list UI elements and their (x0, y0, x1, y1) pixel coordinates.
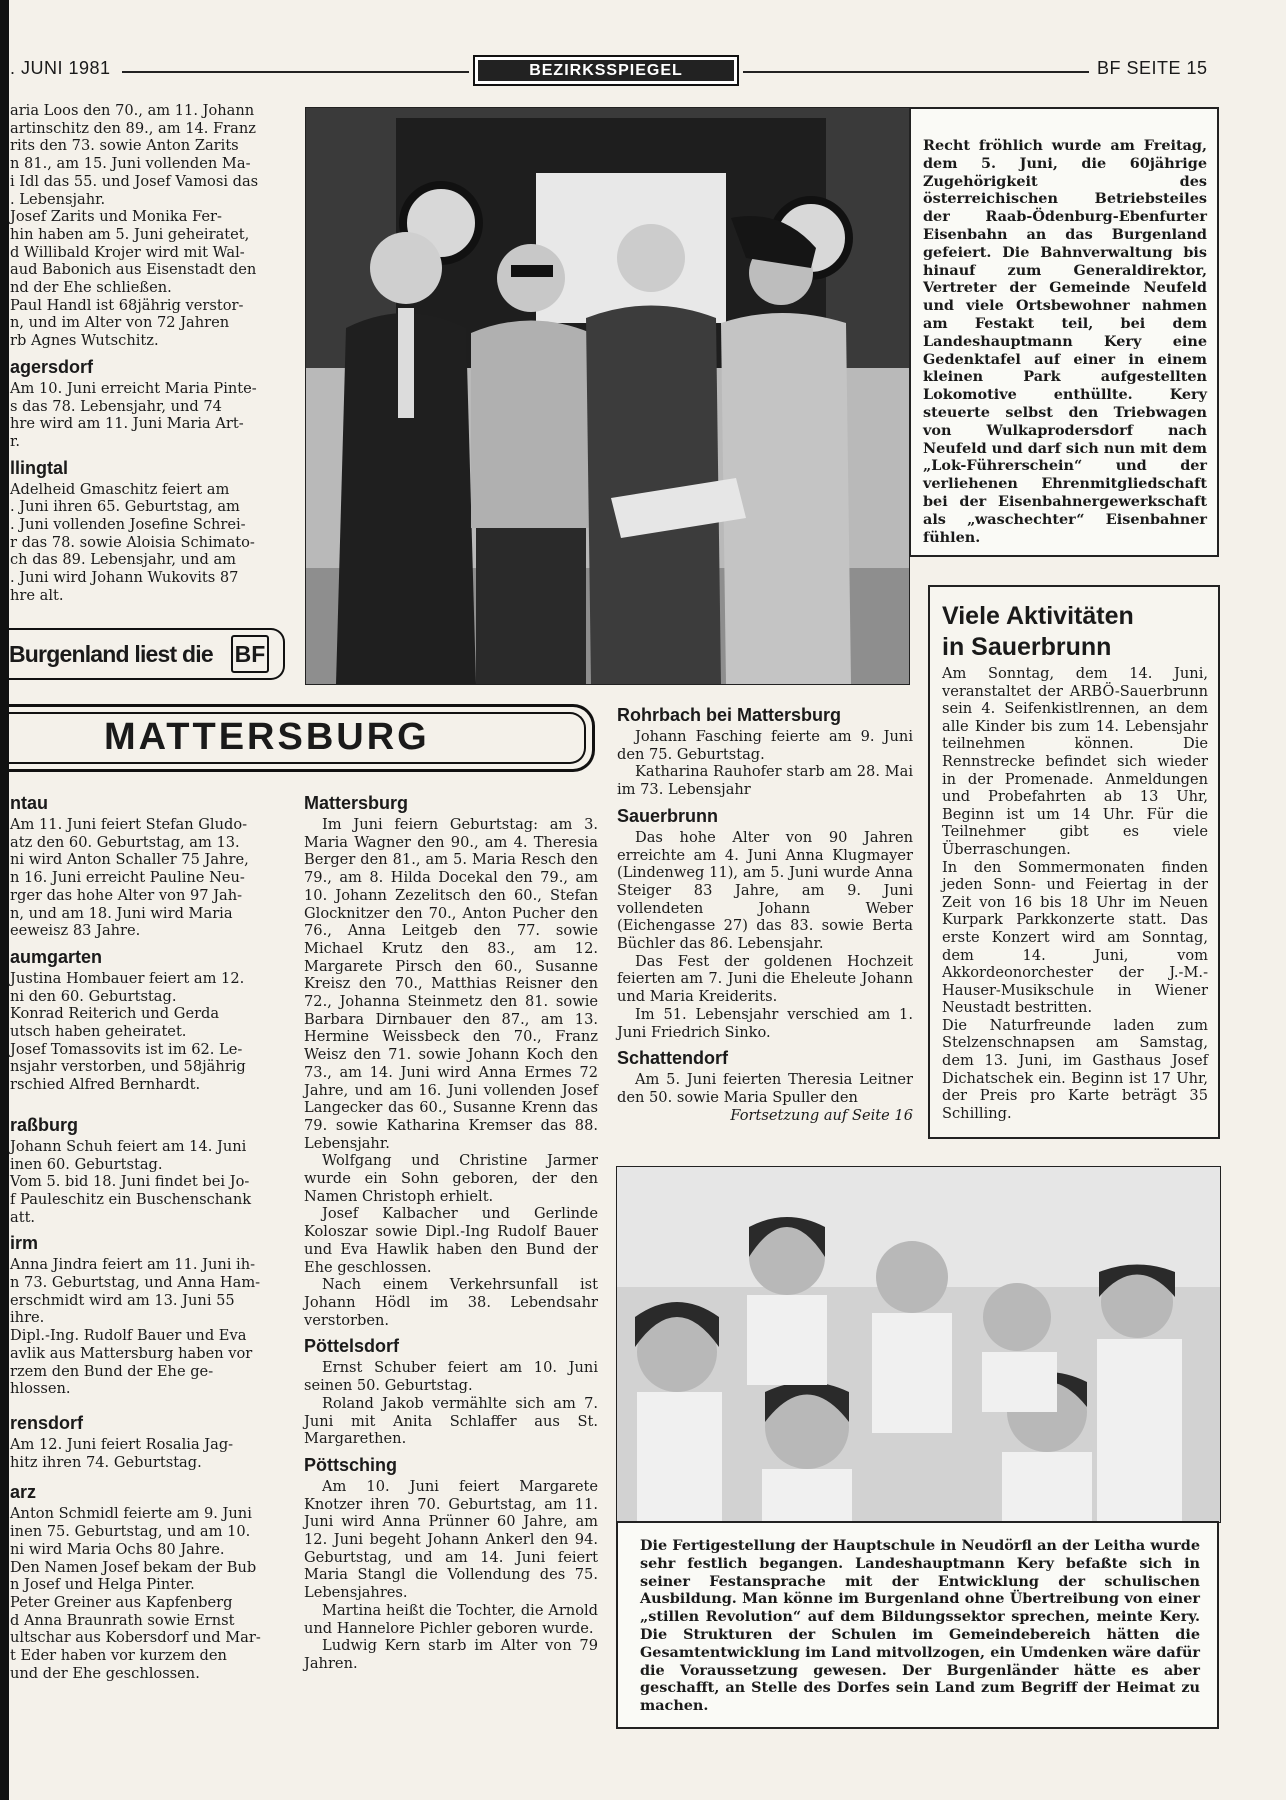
location-heading: Mattersburg (304, 793, 409, 813)
paragraph: Roland Jakob vermählte sich am 7. Juni mit Anita Schlaffer aus St. Margarethen. (304, 1394, 598, 1448)
locomotive-ceremony-photo (305, 107, 910, 685)
continuation-note: Fortsetzung auf Seite 16 (730, 1106, 913, 1124)
text-line: att. (10, 1208, 36, 1226)
text-line: Dipl.-Ing. Rudolf Bauer und Eva (10, 1327, 247, 1345)
paragraph: Nach einem Verkehrsunfall ist Johann Hödl im 38. Lebendsahr verstorben. (304, 1276, 598, 1329)
text-line: rb Agnes Wutschitz. (10, 332, 159, 350)
paragraph: Am 5. Juni feierten Theresia Leitner den 50. sowie Maria Spuller den (617, 1071, 913, 1106)
location-heading: Schattendorf (617, 1048, 729, 1069)
text-line: und der Ehe geschlossen. (10, 1664, 200, 1682)
text-line: t Eder haben vor kurzem den (10, 1647, 227, 1665)
column-3 (617, 698, 913, 1124)
paragraph: Katharina Rauhofer starb am 28. Mai im 73. Lebensjahr (617, 763, 913, 799)
box-title-line: in Sauerbrunn (942, 633, 1112, 661)
location-heading: Sauerbrunn (617, 805, 719, 826)
text-line: atz den 60. Geburtstag, am 13. (10, 833, 240, 851)
text-line: ihre. (10, 1309, 45, 1327)
paragraph: Ludwig Kern starb im Alter von 79 Jahren. (304, 1637, 598, 1672)
text-line: Konrad Reiterich und Gerda (10, 1005, 220, 1023)
text-line: ni den 60. Geburtstag. (10, 987, 177, 1005)
text-line: r das 78. sowie Aloisia Schimato- (10, 533, 255, 551)
text-line: n 16. Juni erreicht Pauline Neu- (10, 869, 245, 887)
text-line: n, und im Alter von 72 Jahren (10, 314, 230, 332)
text-line: Vom 5. bid 18. Juni findet bei Jo- (10, 1173, 250, 1191)
location-heading: aumgarten (10, 946, 103, 967)
paragraph: Johann Fasching feierte am 9. Juni den 75. Geburtstag. (617, 728, 913, 763)
text-line: Anton Schmidl feierte am 9. Juni (10, 1505, 252, 1523)
paragraph: Die Naturfreunde laden zum Stelzenschnapsen am Samstag, dem 13. Juni, im Gasthaus Josef Dichatschek ein. Beginn ist 17 Uhr, der Preis pro Karte beträgt 35 Schilling. (942, 1016, 1208, 1122)
district-title: MATTERSBURG (104, 716, 430, 758)
bf-logo: BF (231, 635, 269, 673)
page-number: BF SEITE 15 (1097, 58, 1208, 78)
text-line: Paul Handl ist 68jährig verstor- (10, 296, 244, 314)
text-line: artinschitz den 89., am 14. Franz (10, 119, 256, 137)
text-line: n 81., am 15. Juni vollenden Ma- (10, 155, 251, 173)
issue-date: . JUNI 1981 (10, 58, 111, 78)
text-line: rger das hohe Alter von 97 Jah- (10, 886, 243, 904)
paragraph: Das hohe Alter von 90 Jahren erreichte am 4. Juni Anna Klugmayer (Lindenweg 11), am 5. Juni wurde Anna Steiger 83 Jahre, am 9. Juni vollendeten Johann Weber (Eichengasse 27) das 83. sowie Berta Büchler das 86. Lebensjahr. (617, 828, 913, 953)
photo-caption-top (909, 107, 1219, 557)
sauerbrunn-box (928, 585, 1220, 1139)
text-line: Am 12. Juni feiert Rosalia Jag- (10, 1435, 234, 1453)
photo-illustration (306, 108, 909, 684)
text-line: inen 60. Geburtstag. (10, 1155, 163, 1173)
text-line: . Juni ihren 65. Geburtstag, am (10, 498, 240, 516)
paragraph: Josef Kalbacher und Gerlinde Koloszar sowie Dipl.-Ing Rudolf Bauer und Eva Hawlik haben den Bund der Ehe geschlossen. (304, 1205, 598, 1276)
text-line: utsch haben geheiratet. (10, 1023, 187, 1041)
location-heading: rensdorf (10, 1412, 84, 1433)
text-line: Am 10. Juni erreicht Maria Pinte- (10, 379, 257, 397)
caption-text: Die Fertigestellung der Hauptschule in Neudörfl an der Leitha wurde sehr festlich begangen. Landeshauptmann Kery befaßte sich in seiner Festansprache mit der Entwicklung der schulischen Ausbildung. Man könne im Burgenland ohne Übertreibung von einer „stillen Revolution“ auf dem Bildungssektor sprechen, meinte Kery. Die Strukturen der Schulen im Gemeindebereich hätten die Gesamtentwicklung im Land mitvollzogen, ein Umdenken wäre dafür die Voraussetzung gewesen. Der Burgenländer hätte es aber geschafft, an Stelle des Dorfes sein Land zum Begriff der Heimat zu machen. (640, 1537, 1200, 1715)
text-line: n Josef und Helga Pinter. (10, 1576, 195, 1594)
text-line: eeweisz 83 Jahre. (10, 922, 141, 940)
text-line: Anna Jindra feiert am 11. Juni ih- (10, 1256, 256, 1274)
section-title: BEZIRKSSPIEGEL (478, 60, 734, 81)
text-line: d Anna Braunrath sowie Ernst (10, 1611, 235, 1629)
text-line: ni wird Anton Schaller 75 Jahre, (10, 851, 249, 869)
location-heading: agersdorf (10, 356, 94, 377)
text-line: Josef Zarits und Monika Fer- (10, 208, 222, 226)
text-line: Am 11. Juni feiert Stefan Gludo- (10, 816, 248, 833)
location-heading: arz (10, 1482, 37, 1503)
box-title (942, 601, 1134, 663)
text-line: inen 75. Geburtstag, und am 10. (10, 1523, 251, 1541)
paragraph: Das Fest der goldenen Hochzeit feierten am 7. Juni die Eheleute Johann und Maria Kreiderits. (617, 952, 913, 1006)
text-line: i Idl das 55. und Josef Vamosi das (10, 172, 259, 190)
text-line: nd der Ehe schließen. (10, 279, 172, 297)
paragraph: Im Juni feiern Geburtstag: am 3. Maria Wagner den 90., am 4. Theresia Berger den 81., am 5. Maria Resch den 79., am 8. Hilda Docekal den 79., am 10. Johann Zezelitsch den 60., Stefan Glocknitzer den 70., Anton Pucher den 76., Anna Leitgeb den 77. sowie Michael Krutz den 83., am 12. Margarete Pirsch den 60., Susanne Kreisz den 70., Matthias Reisner den 72., Johanna Steinmetz den 81. sowie Barbara Dirnbauer den 87., am 13. Hermine Weissbeck den 70., Franz Weisz den 71. sowie Johann Koch den 73., am 14. Juni wird Anna Ermes 72 Jahre, und am 16. Juni vollenden Josef Langecker das 60., Susanne Krenn das 79. sowie Katharina Kremser das 88. Lebensjahr. (304, 816, 598, 1152)
district-banner (9, 704, 595, 772)
text-line: n, und am 18. Juni wird Maria (10, 904, 233, 922)
paragraph: In den Sommermonaten finden jeden Sonn- und Feiertag in der Zeit von 16 bis 18 Uhr im Neuen Kurpark Parkkonzerte statt. Das erste Konzert wird am Sonntag, dem 14. Juni, vom Akkordeonorchester der J.-M.-Hauser-Musikschule in Wiener Neustadt bestritten. (942, 858, 1208, 1017)
text-line: hre wird am 11. Juni Maria Art- (10, 415, 244, 433)
text-line: Josef Tomassovits ist im 62. Le- (10, 1040, 243, 1058)
text-line: f Pauleschitz ein Buschenschank (10, 1190, 252, 1208)
text-line: erschmidt wird am 13. Juni 55 (10, 1291, 235, 1309)
text-line: n 73. Geburtstag, und Anna Ham- (10, 1274, 261, 1292)
column-1-lower (10, 786, 286, 1682)
box-title-line: Viele Aktivitäten (942, 602, 1134, 630)
text-line: hin haben am 5. Juni geheiratet, (10, 225, 250, 243)
text-line: aud Babonich aus Eisenstadt den (10, 261, 257, 279)
column-1-top (10, 102, 286, 605)
text-line: d Willibald Krojer wird mit Wal- (10, 243, 245, 261)
text-line: Johann Schuh feiert am 14. Juni (10, 1137, 247, 1155)
text-line: Den Namen Josef bekam der Bub (10, 1558, 257, 1576)
paragraph: Im 51. Lebensjahr verschied am 1. Juni Friedrich Sinko. (617, 1005, 913, 1041)
location-heading: raßburg (10, 1114, 79, 1135)
text-line: ch das 89. Lebensjahr, und am (10, 551, 237, 569)
promo-box (9, 628, 285, 680)
text-line: nsjahr verstorben, und 58jährig (10, 1058, 246, 1076)
text-line: r. (10, 432, 21, 450)
text-line: ultschar aus Kobersdorf und Mar- (10, 1629, 261, 1647)
text-line: rits den 73. sowie Anton Zarits (10, 137, 239, 155)
text-line: rzem den Bund der Ehe ge- (10, 1362, 214, 1380)
paragraph: Martina heißt die Tochter, die Arnold und Hannelore Pichler geboren wurde. (304, 1601, 598, 1637)
text-line: ni wird Maria Ochs 80 Jahre. (10, 1540, 225, 1558)
header-rule-right (743, 71, 1089, 73)
text-line: . Juni vollenden Josefine Schrei- (10, 516, 246, 534)
text-line: Peter Greiner aus Kapfenberg (10, 1593, 233, 1611)
text-line: avlik aus Mattersburg haben vor (10, 1344, 253, 1362)
text-line: Adelheid Gmaschitz feiert am (10, 480, 230, 498)
photo-illustration (617, 1167, 1220, 1522)
text-line: s das 78. Lebensjahr, und 74 (10, 397, 222, 415)
paragraph: Am Sonntag, dem 14. Juni, veranstaltet der ARBÖ-Sauerbrunn sein 4. Seifenkistlrennen, an dem alle Kinder bis zum 14. Lebensjahr teilnehmen können. Die Rennstrecke befindet sich wieder in der Promenade. Anmeldungen und Probefahrten ab 13 Uhr, Beginn ist um 14 Uhr. Für die Teilnehmer gibt es viele Überraschungen. (942, 665, 1208, 858)
text-line: Justina Hombauer feiert am 12. (10, 969, 245, 987)
paragraph: Wolfgang und Christine Jarmer wurde ein Sohn geboren, der den Namen Christoph erhielt. (304, 1152, 598, 1205)
photo-caption-bottom (616, 1521, 1219, 1729)
location-heading: Rohrbach bei Mattersburg (617, 705, 842, 725)
caption-text: Recht fröhlich wurde am Freitag, dem 5. Juni, die 60jährige Zugehörigkeit des österreichischen Betriebsteiles der Raab-Ödenburg-Ebenfurter Eisenbahn an das Burgenland gefeiert. Die Bahnverwaltung bis hinauf zum Generaldirektor, Vertreter der Gemeinde Neufeld und viele Ortsbewohner nahmen am Festakt teil, bei dem Landeshauptmann Kery eine Gedenktafel auf einer in einem kleinen Park aufgestellten Lokomotive enthüllte. Kery steuerte selbst den Triebwagen von Wulkaprodersdorf nach Neufeld und darf sich nun mit dem „Lok-Führerschein“ und der verliehenen Ehrenmitgliedschaft bei der Eisenbahnergewerkschaft als „waschechter“ Eisenbahner fühlen. (923, 137, 1207, 546)
school-choir-photo (616, 1166, 1221, 1523)
box-body (942, 665, 1208, 1122)
paragraph: Am 10. Juni feiert Margarete Knotzer ihren 70. Geburtstag, am 11. Juni wird Anna Prünner 60 Jahre, am 12. Juni begeht Johann Ankerl den 94. Geburtstag, und am 14. Juni feiert Maria Stangl die Vollendung des 75. Lebensjahres. (304, 1477, 598, 1602)
text-line: hlossen. (10, 1380, 71, 1398)
location-heading: Pöttelsdorf (304, 1336, 400, 1357)
promo-text: Burgenland liest die (9, 641, 213, 667)
column-2 (304, 786, 598, 1673)
header-rule-left (122, 71, 469, 73)
text-line: rschied Alfred Bernhardt. (10, 1076, 201, 1094)
location-heading: ntau (10, 793, 48, 813)
location-heading: irm (10, 1233, 39, 1254)
text-line: . Lebensjahr. (10, 190, 106, 208)
page-gutter (0, 0, 9, 1800)
paragraph: Ernst Schuber feiert am 10. Juni seinen 50. Geburtstag. (304, 1359, 598, 1395)
text-line: hre alt. (10, 586, 64, 604)
location-heading: llingtal (10, 457, 68, 478)
text-line: hitz ihren 74. Geburtstag. (10, 1453, 202, 1471)
section-header (473, 55, 739, 86)
location-heading: Pöttsching (304, 1454, 397, 1475)
text-line: . Juni wird Johann Wukovits 87 (10, 569, 239, 587)
text-line: aria Loos den 70., am 11. Johann (10, 102, 255, 119)
